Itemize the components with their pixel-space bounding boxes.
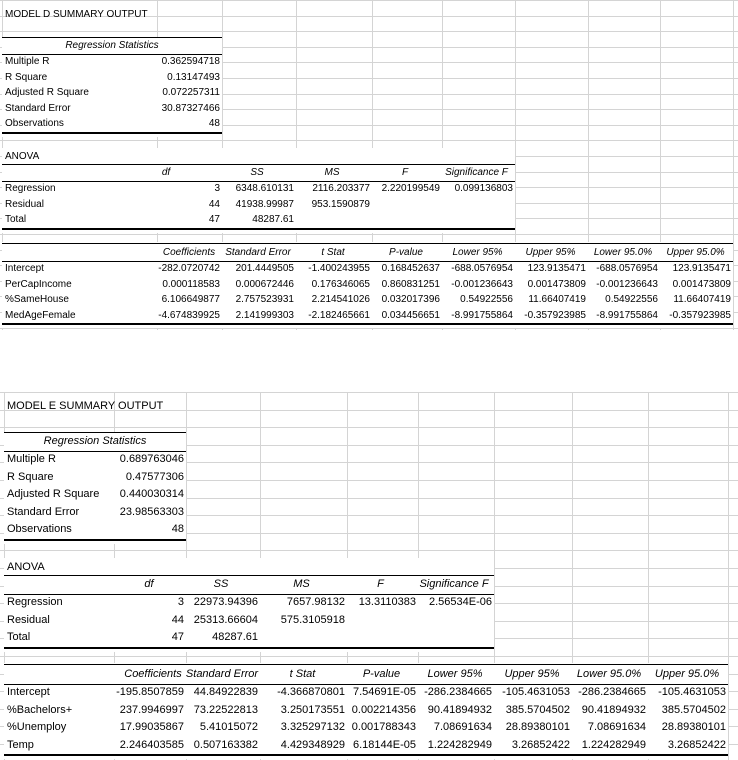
coefficient-column-header: Upper 95% xyxy=(525,247,576,258)
coefficient-cell: -0.357923985 xyxy=(524,309,586,321)
stat-value: 0.13147493 xyxy=(167,71,220,83)
table-rule xyxy=(4,684,728,685)
coefficient-cell: -0.001236643 xyxy=(596,278,658,290)
coefficient-cell: 0.034456651 xyxy=(381,309,440,321)
table-rule xyxy=(2,228,515,230)
gridline xyxy=(0,0,738,1)
coefficient-row-label: %Unemploy xyxy=(7,721,67,734)
coefficient-cell: 2.141999303 xyxy=(235,309,294,321)
coefficient-cell: 0.001788343 xyxy=(351,721,416,734)
table-rule xyxy=(2,132,222,134)
coefficient-cell: 73.22522813 xyxy=(193,703,258,716)
anova-cell: 47 xyxy=(171,631,184,644)
stat-label: Adjusted R Square xyxy=(5,87,89,99)
coefficient-cell: 7.08691634 xyxy=(587,721,646,734)
anova-row-label: Regression xyxy=(7,596,63,608)
coefficient-cell: 5.41015072 xyxy=(199,721,258,734)
coefficient-column-header: t Stat xyxy=(289,668,316,680)
coefficient-cell: 6.18144E-05 xyxy=(353,738,416,751)
coefficient-column-header: Lower 95.0% xyxy=(593,247,653,258)
stat-value: 0.440030314 xyxy=(119,488,184,501)
coefficient-cell: 11.66407419 xyxy=(528,294,586,306)
coefficient-column-header: Coefficients xyxy=(162,247,216,258)
regression-statistics-heading: Regression Statistics xyxy=(43,435,147,447)
anova-cell: 44 xyxy=(208,198,220,210)
anova-column-header: SS xyxy=(213,578,229,590)
coefficient-cell: 6.106649877 xyxy=(161,294,220,306)
table-rule xyxy=(4,451,186,452)
coefficient-cell: 0.54922556 xyxy=(605,294,658,306)
coefficient-column-header: Lower 95% xyxy=(427,668,483,680)
stat-label: Observations xyxy=(7,523,72,536)
coefficient-column-header: Upper 95.0% xyxy=(666,247,725,258)
anova-heading: ANOVA xyxy=(5,151,40,162)
stat-value: 48 xyxy=(208,118,220,130)
anova-cell: 44 xyxy=(171,613,184,626)
coefficient-cell: -688.0576954 xyxy=(596,263,658,274)
stat-label: Standard Error xyxy=(7,505,80,518)
table-rule xyxy=(2,37,222,38)
summary-title: MODEL D SUMMARY OUTPUT xyxy=(5,9,148,20)
table-rule xyxy=(4,594,494,595)
coefficient-cell: 385.5704502 xyxy=(505,703,570,716)
coefficient-row-label: %Bachelors+ xyxy=(7,703,73,716)
coefficient-cell: 237.9946997 xyxy=(119,703,184,716)
anova-cell: 48287.61 xyxy=(212,631,258,644)
coefficient-column-header: Standard Error xyxy=(185,668,259,680)
table-rule xyxy=(4,575,494,576)
coefficient-row-label: Intercept xyxy=(7,686,50,698)
coefficient-row-label: %SameHouse xyxy=(5,294,69,306)
coefficient-cell: 0.001473809 xyxy=(527,278,586,290)
anova-column-header: F xyxy=(401,167,409,178)
gridline xyxy=(0,550,738,551)
coefficient-cell: 0.168452637 xyxy=(381,263,440,274)
model-e-sheet xyxy=(0,392,738,760)
coefficient-cell: 123.9135471 xyxy=(672,263,731,274)
coefficient-cell: 0.860831251 xyxy=(381,278,440,290)
stat-value: 0.689763046 xyxy=(119,453,184,465)
gridline xyxy=(0,427,738,428)
stat-label: Multiple R xyxy=(7,453,56,465)
anova-column-header: SS xyxy=(250,167,264,178)
stat-label: R Square xyxy=(5,71,48,83)
stat-label: Standard Error xyxy=(5,102,71,114)
coefficient-cell: 385.5704502 xyxy=(661,703,726,716)
coefficient-cell: -286.2384665 xyxy=(424,686,492,698)
anova-cell: 48287.61 xyxy=(252,214,294,226)
coefficient-cell: 2.246403585 xyxy=(119,738,184,751)
coefficient-row-label: PerCapIncome xyxy=(5,278,72,290)
anova-cell: 6348.610131 xyxy=(235,183,294,194)
coefficient-cell: 28.89380101 xyxy=(505,721,570,734)
anova-row-label: Regression xyxy=(5,183,56,194)
coefficient-cell: 90.41894932 xyxy=(427,703,492,716)
coefficient-cell: -105.4631053 xyxy=(502,686,570,698)
table-rule xyxy=(2,164,515,165)
table-rule xyxy=(4,539,186,541)
anova-cell: 47 xyxy=(208,214,220,226)
coefficient-cell: -0.001236643 xyxy=(451,278,513,290)
gridline xyxy=(0,140,738,141)
coefficient-column-header: Standard Error xyxy=(225,247,291,258)
coefficient-cell: 0.000672446 xyxy=(235,278,294,290)
anova-heading: ANOVA xyxy=(7,561,45,573)
coefficient-cell: 0.54922556 xyxy=(460,294,513,306)
coefficient-cell: 28.89380101 xyxy=(661,721,726,734)
table-rule xyxy=(4,664,728,665)
coefficient-row-label: Intercept xyxy=(5,263,44,274)
anova-row-label: Total xyxy=(7,631,31,644)
stat-value: 0.362594718 xyxy=(161,56,220,67)
coefficient-cell: 0.176346065 xyxy=(311,278,370,290)
coefficient-cell: 3.26852422 xyxy=(511,738,570,751)
coefficient-cell: -282.0720742 xyxy=(158,263,220,274)
coefficient-column-header: Upper 95% xyxy=(504,668,560,680)
anova-cell: 2.56534E-06 xyxy=(429,596,492,608)
anova-row-label: Residual xyxy=(5,198,44,210)
stat-value: 0.072257311 xyxy=(162,87,220,99)
coefficient-row-label: Temp xyxy=(7,738,34,751)
anova-cell: 7657.98132 xyxy=(286,596,345,608)
coefficient-cell: 7.54691E-05 xyxy=(353,686,416,698)
anova-row-label: Residual xyxy=(7,613,50,626)
summary-title: MODEL E SUMMARY OUTPUT xyxy=(7,400,164,412)
coefficient-cell: 3.325297132 xyxy=(280,721,345,734)
coefficient-cell: 0.000118583 xyxy=(162,278,220,290)
coefficient-cell: 3.250173551 xyxy=(280,703,345,716)
stat-value: 48 xyxy=(171,523,184,536)
anova-column-header: MS xyxy=(324,167,340,178)
coefficient-cell: -8.991755864 xyxy=(451,309,513,321)
anova-row-label: Total xyxy=(5,214,27,226)
stat-value: 0.47577306 xyxy=(125,470,184,483)
gridline xyxy=(0,656,738,657)
regression-statistics-heading: Regression Statistics xyxy=(65,40,159,51)
coefficient-cell: 17.99035867 xyxy=(119,721,184,734)
coefficient-cell: 1.224282949 xyxy=(427,738,492,751)
gridline xyxy=(0,234,738,235)
coefficient-cell: 2.757523931 xyxy=(235,294,294,306)
coefficient-cell: -688.0576954 xyxy=(451,263,513,274)
gridline xyxy=(0,31,738,32)
anova-cell: 13.3110383 xyxy=(358,596,416,608)
coefficient-cell: -105.4631053 xyxy=(658,686,726,698)
table-rule xyxy=(2,243,733,244)
coefficient-cell: -0.357923985 xyxy=(669,309,731,321)
anova-cell: 2.220199549 xyxy=(381,183,440,194)
coefficient-cell: 2.214541026 xyxy=(311,294,370,306)
anova-cell: 575.3105918 xyxy=(280,613,345,626)
coefficient-column-header: P-value xyxy=(362,668,401,680)
coefficient-cell: -2.182465661 xyxy=(308,309,370,321)
stat-value: 23.98563303 xyxy=(119,505,184,518)
coefficient-column-header: Lower 95.0% xyxy=(576,668,642,680)
coefficient-column-header: Upper 95.0% xyxy=(654,668,720,680)
table-rule xyxy=(2,54,222,55)
anova-cell: 0.099136803 xyxy=(454,183,513,194)
coefficient-column-header: Coefficients xyxy=(124,668,182,680)
coefficient-cell: 4.429348929 xyxy=(280,738,345,751)
anova-cell: 2116.203377 xyxy=(312,183,370,194)
coefficient-column-header: t Stat xyxy=(321,247,345,258)
table-rule xyxy=(2,261,733,262)
anova-column-header: F xyxy=(377,578,384,590)
stat-value: 30.87327466 xyxy=(161,102,220,114)
anova-column-header: df xyxy=(161,167,171,178)
anova-cell: 3 xyxy=(214,183,220,194)
coefficient-cell: -195.8507859 xyxy=(116,686,184,698)
coefficient-cell: 123.9135471 xyxy=(527,263,586,274)
coefficient-cell: 0.001473809 xyxy=(672,278,731,290)
anova-cell: 953.1590879 xyxy=(311,198,370,210)
coefficient-cell: 7.08691634 xyxy=(433,721,492,734)
coefficient-cell: -286.2384665 xyxy=(578,686,646,698)
coefficient-cell: 90.41894932 xyxy=(581,703,646,716)
model-d-sheet xyxy=(0,0,738,330)
coefficient-cell: -4.366870801 xyxy=(277,686,345,698)
coefficient-column-header: Lower 95% xyxy=(452,247,503,258)
coefficient-cell: 3.26852422 xyxy=(667,738,726,751)
stat-label: R Square xyxy=(7,470,54,483)
coefficient-cell: 44.84922839 xyxy=(193,686,258,698)
anova-cell: 22973.94396 xyxy=(193,596,258,608)
anova-column-header: df xyxy=(144,578,154,590)
anova-column-header: MS xyxy=(293,578,310,590)
anova-column-header: Significance F xyxy=(419,578,489,590)
coefficient-cell: -8.991755864 xyxy=(596,309,658,321)
stat-label: Multiple R xyxy=(5,56,50,67)
anova-column-header: Significance F xyxy=(445,167,508,178)
coefficient-cell: -4.674839925 xyxy=(158,309,220,321)
table-rule xyxy=(4,647,494,649)
coefficient-row-label: MedAgeFemale xyxy=(5,309,76,321)
table-rule xyxy=(2,181,515,182)
anova-cell: 3 xyxy=(177,596,184,608)
coefficient-cell: 1.224282949 xyxy=(581,738,646,751)
stat-label: Adjusted R Square xyxy=(7,488,100,501)
anova-cell: 25313.66604 xyxy=(193,613,258,626)
coefficient-cell: -1.400243955 xyxy=(308,263,370,274)
table-rule xyxy=(4,754,728,756)
table-rule xyxy=(2,323,733,325)
coefficient-cell: 201.4449505 xyxy=(235,263,294,274)
anova-cell: 41938.99987 xyxy=(235,198,294,210)
coefficient-column-header: P-value xyxy=(389,247,423,258)
coefficient-cell: 11.66407419 xyxy=(673,294,731,306)
coefficient-cell: 0.032017396 xyxy=(381,294,440,306)
gridline xyxy=(728,392,729,760)
gridline xyxy=(0,392,738,393)
coefficient-cell: 0.002214356 xyxy=(351,703,416,716)
table-rule xyxy=(4,432,186,433)
coefficient-cell: 0.507163382 xyxy=(193,738,258,751)
stat-label: Observations xyxy=(5,118,64,130)
